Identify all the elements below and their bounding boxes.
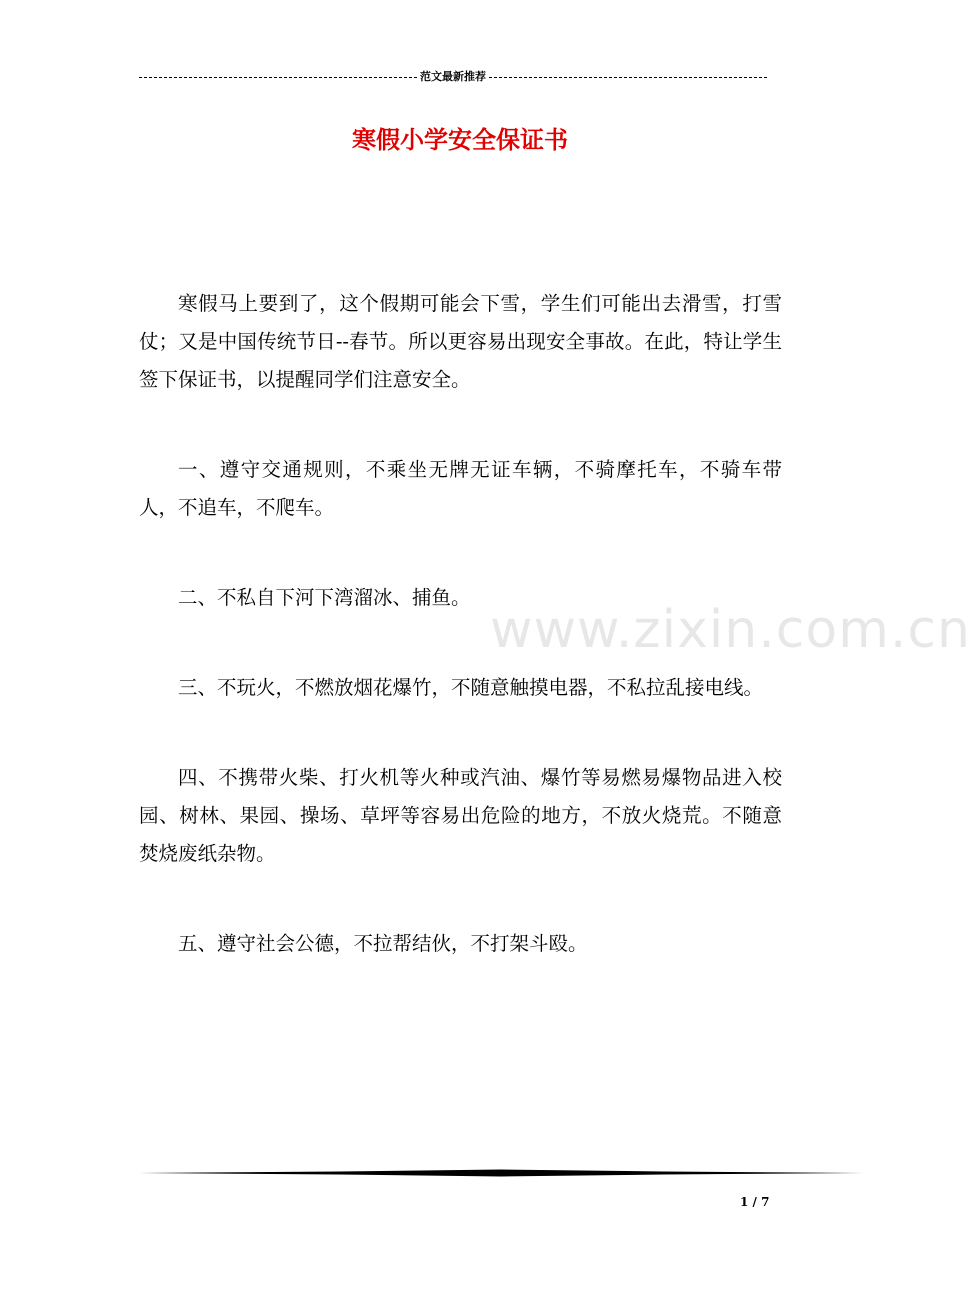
header-dash-left [139,77,417,78]
document-title: 寒假小学安全保证书 [352,125,568,154]
paragraph-rule-4: 四、不携带火柴、打火机等火种或汽油、爆竹等易燃易爆物品进入校园、树林、果园、操场、草坪等容易出危险的地方，不放火烧荒。不随意焚烧废纸杂物。 [139,766,782,865]
paragraph-rule-3: 三、不玩火，不燃放烟花爆竹，不随意触摸电器，不私拉乱接电线。 [178,676,764,699]
paragraph-intro: 寒假马上要到了，这个假期可能会下雪，学生们可能出去滑雪，打雪仗；又是中国传统节日--春节。所以更容易出现安全事故。在此，特让学生签下保证书，以提醒同学们注意安全。 [139,292,782,391]
header-dash-right [489,77,767,78]
page-number: 1 / 7 [740,1195,770,1209]
paragraph-rule-2: 二、不私自下河下湾溜冰、捕鱼。 [178,586,471,609]
document-body [139,285,782,963]
footer-rule [139,1168,863,1178]
page-header [139,68,767,86]
paragraph-rule-1: 一、遵守交通规则，不乘坐无牌无证车辆，不骑摩托车，不骑车带人，不追车，不爬车。 [139,458,782,519]
header-label: 范文最新推荐 [420,70,486,83]
paragraph-rule-5: 五、遵守社会公德，不拉帮结伙，不打架斗殴。 [178,932,588,955]
watermark: www.zixin.com.cn [490,600,971,660]
